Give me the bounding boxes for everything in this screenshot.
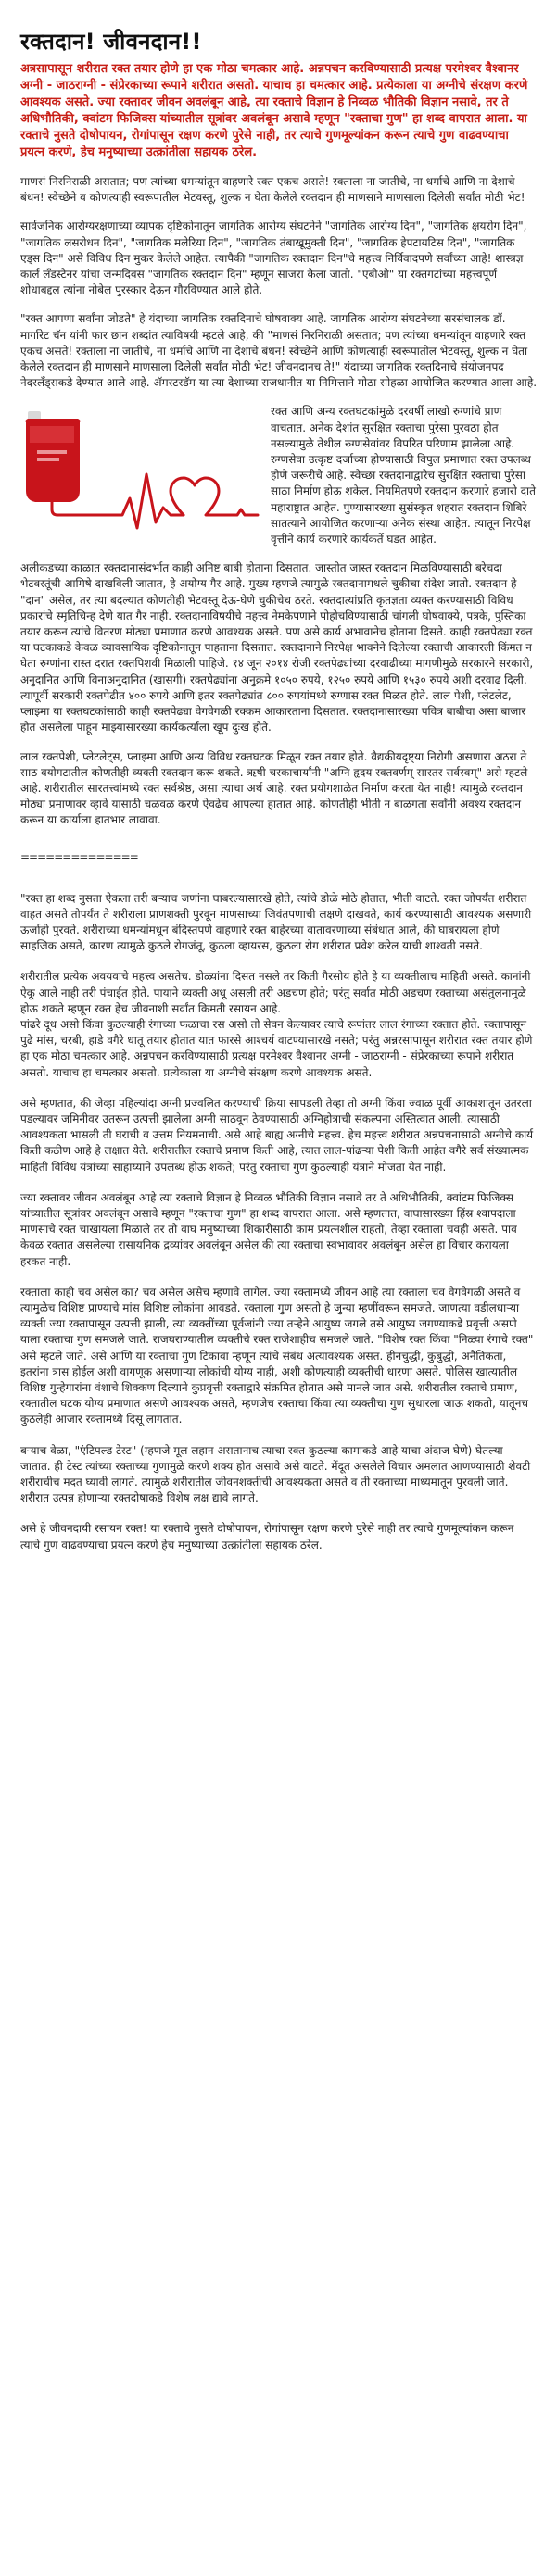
article-paragraph: असे म्हणतात, की जेव्हा पहिल्यांदा अग्नी प्रज्वलित करण्याची क्रिया सापडली तेव्हा तो अग्नी किंवा ज्वाळ पूर्वी आकाशातून उतरला पडल्यावर जमिनीवर उतरून उत्पत्ती झालेला अग्नी साठवून ठेवण्यासाठी अग्निहोत्राची संकल्पना अस्तित्वात आली. त्यासाठी आवश्यकता भासली ती घराची व उत्तम नियमनाची. असे आहे बाह्य अग्नीचे महत्त्व. हेच महत्त्व शरीरात अन्नपचनासाठी अग्नीचे कार्य किती कठीण आहे हे लक्षात येते. शरीरातील रक्ताचे प्रमाण किती आहे, त्यात लाल-पांढऱ्या पेशी किती आहेत वगैरे सर्व संख्यात्मक माहिती विविध यंत्रांच्या साहाय्याने उपलब्ध होऊ शकते; परंतु रक्ताचा गुण कुठल्याही यंत्राने मोजता येत नाही. <box>20 1096 534 1174</box>
article-paragraph: ज्या रक्तावर जीवन अवलंबून आहे त्या रक्ताचे विज्ञान हे निव्वळ भौतिकी विज्ञान नसावे तर ते अधिभौतिकी, क्वांटम फिजिक्स यांच्यातील सूत्रांवर अवलंबून असावे म्हणून "रक्ताचा गुण" हा शब्द वापरात आला. असे म्हणतात, वाघासारख्या हिंस्र श्वापदाला माणसाचे रक्त चाखायला मिळाले तर तो वाघ मनुष्याच्या शिकारीसाठी काम प्रयत्नशील राहतो, तेव्हा रक्ताला चवही असते. पाव केवळ रक्तात असलेल्या रासायनिक द्रव्यांवर अवलंबून असेल की त्या रक्ताचा स्वभावावर अवलंबून असेल हा विचार करायला हरकत नाही. <box>20 1190 517 1268</box>
article-paragraph: "रक्त आपणा सर्वांना जोडते" हे यंदाच्या जागतिक रक्तदिनाचे घोषवाक्य आहे. जागतिक आरोग्य संघटनेच्या सरसंचालक डॉ. मार्गारेट चॅन यांनी फार छान शब्दांत त्याविषयी म्हटले आहे, की "माणसं निरनिराळी असतात; पण त्यांच्या धमन्यांतून वाहणारे रक्त एकच असते! रक्ताला ना जातीचे, ना धर्माचे आणि ना देशाचे बंधन! स्वेच्छेने आणि कोणत्याही स्वरूपातील भेटवस्तू, शुल्क न घेता केलेले रक्तदान ही माणसाने माणसाला दिलेली सर्वांत मोठी भेट! जीवनदानच ते!" यंदाच्या जागतिक रक्तदिनाचे संयोजनपद नेदरलँड्सकडे देण्यात आले आहे. ॲमस्टरडॅम या त्या देशाच्या राजधानीत या निमित्ताने मोठा सोहळा आयोजित करण्यात आला आहे. <box>20 312 538 390</box>
article-intro: अत्रसापासून शरीरात रक्त तयार होणे हा एक मोठा चमत्कार आहे. अन्नपचन करविण्यासाठी प्रत्यक्ष परमेश्वर वैश्वानर अग्नी - जाठराग्नी - संप्रेरकाच्या रूपाने शरीरात असतो. याचाच हा चमत्कार आहे. प्रत्येकाला या अग्नीचे संरक्षण करणे आवश्यक असते. ज्या रक्तावर जीवन अवलंबून आहे, त्या रक्ताचे विज्ञान हे निव्वळ भौतिकी विज्ञान नसावे, तर ते अधिभौतिकी, क्वांटम फिजिक्स यांच्यातील सूत्रांवर अवलंबून असावे म्हणून "रक्ताचा गुण" हा शब्द वापरात आला. या रक्ताचे नुसते दोषोपायन, रोगांपासून रक्षण करणे पुरेसे नाही, तर त्याचे गुणमूल्यांकन करून त्याचे गुण वाढवण्याचा प्रयत्न करणे, हेच मनुष्याच्या उत्क्रांतीला सहायक ठरेल. <box>20 62 528 159</box>
blood-donation-illustration <box>20 406 261 535</box>
blood-bag-icon <box>25 411 80 515</box>
page-title: रक्तदान! जीवनदान!! <box>20 29 202 55</box>
article-paragraph: रक्त आणि अन्य रक्तघटकांमुळे दरवर्षी लाखो रुग्णांचे प्राण वाचतात. अनेक देशांत सुरक्षित रक्ताचा पुरेसा पुरवठा होत नसल्यामुळे तेथील रुग्णसेवांवर विपरित परिणाम झालेला आहे. रुग्णसेवा उत्कृष्ट दर्जाच्या होण्यासाठी विपुल प्रमाणात रक्त उपलब्ध होणे जरूरीचे आहे. स्वेच्छा रक्तदानाद्वारेच सुरक्षित रक्ताचा पुरेसा साठा निर्माण होऊ शकेल. नियमितपणे रक्तदान करणारे हजारो दाते महाराष्ट्रात आहेत. पुण्यासारख्या सुसंस्कृत शहरात रक्तदान शिबिरे सातत्याने आयोजित करणाऱ्या अनेक संस्था आहेत. त्यातून निरपेक्ष वृत्तीने कार्य करणारे कार्यकर्ते घडत आहेत. <box>271 405 536 547</box>
article-paragraph: "रक्त हा शब्द नुसता ऐकला तरी बऱ्याच जणांना घाबरल्यासारखे होते, त्यांचे डोळे मोठे होतात, भीती वाटते. रक्त जोपर्यंत शरीरात वाहत असते तोपर्यंत ते शरीराला प्राणशक्ती पुरवून माणसाच्या जिवंतपणाची लक्षणे दाखवते, कार्य करण्यासाठी आवश्यक असणारी ऊर्जाही पुरवते. शरीराच्या धमन्यांमधून बंदिस्तपणे वाहणारे रक्त बाहेरच्या वातावरणाच्या संबंधात आले, की घाबरायला होणे साहजिक असते, कारण त्यामुळे कुठले रोगजंतू, कुठला व्हायरस, कुठला रोग शरीरात प्रवेश करेल याची शाश्वती नसते. <box>20 891 532 953</box>
article-paragraph: असे हे जीवनदायी रसायन रक्त! या रक्ताचे नुसते दोषोपायन, रोगांपासून रक्षण करणे पुरेसे नाही तर त्याचे गुणमूल्यांकन करून त्याचे गुण वाढवण्याचा प्रयत्न करणे हेच मनुष्याच्या उत्क्रांतीला सहायक ठरेल. <box>20 1522 514 1552</box>
blood-bag-heartbeat-image <box>20 406 261 535</box>
section-separator: ============== <box>20 849 138 863</box>
article-paragraph: बऱ्याच वेळा, "एंटिपल्ड टेस्ट" (म्हणजे मूल लहान असतानाच त्याचा रक्त कुठल्या कामाकडे आहे याचा अंदाज घेणे) घेतल्या जातात. ही टेस्ट त्यांच्या रक्ताच्या गुणामुळे करणे शक्य होत असावे असे वाटते. मेंदूत असलेले विचार अमलात आणण्यासाठी शेवटी शरीराचीच मदत घ्यावी लागते. त्यामुळे शरीरातील जीवनशक्तीची आवश्यकता असते व ती रक्ताच्या माध्यमातून पुरवली जाते. शरीरात उत्पन्न होणाऱ्या रक्तदोषाकडे विशेष लक्ष द्यावे लागते. <box>20 1443 531 1505</box>
article-paragraph: लाल रक्तपेशी, प्लेटलेट्स, प्लाझ्मा आणि अन्य विविध रक्तघटक मिळून रक्त तयार होते. वैद्यकीयदृष्ट्या निरोगी असणारा अठरा ते साठ वयोगटातील कोणतीही व्यक्ती रक्तदान करू शकते. ऋषी चरकाचार्यांनी "अग्नि हृदय रक्तवर्णम् सारतर सर्वस्वम्" असे म्हटले आहे. शरीरातील सारतत्त्वांमध्ये रक्त सर्वश्रेष्ठ, असा त्याचा अर्थ आहे. रक्त प्रयोगशाळेत निर्माण करता येत नाही! त्यामुळे रक्तदान मोठ्या प्रमाणावर व्हावे यासाठी चळवळ करणे ऐवढेच आपल्या हातात आहे. कोणतीही भीती न बाळगता सर्वांनी अवश्य रक्तदान करून या कार्याला हातभार लावावा. <box>20 749 528 827</box>
article-paragraph: शरीरातील प्रत्येक अवयवाचे महत्त्व असतेच. डोळ्यांना दिसत नसले तर किती गैरसोय होते हे या व्यक्तीलाच माहिती असते. कानांनी ऐकू आले नाही तरी पंचाईत होते. पायाने व्यक्ती अधू असली तरी अडचण होते; परंतु सर्वात मोठी अडचण रक्ताच्या असंतुलनामुळे होऊ शकते म्हणून रक्त हेच जीवनाशी सर्वांत किमती रसायन आहे. पांढरे दूध असो किंवा कुठल्याही रंगाच्या फळाचा रस असो तो सेवन केल्यावर त्याचे रूपांतर लाल रंगाच्या रक्तात होते. रक्तापासून पुढे मांस, चरबी, हाडे वगैरे धातू तयार होतात यात फारसे आश्चर्य वाटण्यासारखे नसते; परंतु अन्नरसापासून शरीरात रक्त तयार होणे हा एक मोठा चमत्कार आहे. अन्नपचन करविण्यासाठी प्रत्यक्ष परमेश्वर वैश्वानर अग्नी - जाठराग्नी - संप्रेरकाच्या रूपाने शरीरात असतो. याचाच हा चमत्कार असतो. प्रत्येकाला या अग्नीचे संरक्षण करणे आवश्यक असते. <box>20 970 533 1079</box>
article-paragraph: अलीकडच्या काळात रक्तदानासंदर्भात काही अनिष्ट बाबी होताना दिसतात. जास्तीत जास्त रक्तदान मिळविण्यासाठी बरेचदा भेटवस्तूंची आमिषे दाखविली जातात, हे अयोग्य गैर आहे. मुख्य म्हणजे त्यामुळे रक्तदानामधले चुकीचा संदेश जातो. रक्तदान हे "दान" असेल, तर त्या बदल्यात कोणतीही भेटवस्तू देऊ-घेणे चुकीचेच ठरते. रक्तदात्यांप्रति कृतज्ञता व्यक्त करण्यासाठी विविध प्रकारांचे स्मृतिचिन्ह देणे यात गैर नाही. रक्तदानाविषयीचे महत्त्व नेमकेपणाने पोहोचविण्यासाठी चांगली घोषवाक्ये, पत्रके, पुस्तिका तयार करून त्यांचे वितरण मोठ्या प्रमाणात करणे आवश्यक असते. पण असे कार्य अभावानेच होताना दिसते. काही रक्तपेढ्या रक्त या घटकाकडे केवळ व्यावसायिक दृष्टिकोनातून पाहताना दिसतात. रक्तदानाने निरपेक्ष भावनेने दिलेल्या रक्ताची आकारली किंमत न घेता रुग्णांना रास्त दरात रक्तपिशवी मिळाली पाहिजे. १४ जून २०१४ रोजी रक्तपेढ्यांच्या दरवाढीच्या मागणीमुळे सरकारने सरकारी, अनुदानित आणि विनाअनुदानित (खासगी) रक्तपेढ्यांना अनुक्रमे १०५० रुपये, १२५० रुपये आणि १५३० रुपये अशी दरवाढ दिली. त्यापूर्वी सरकारी रक्तपेढीत ४०० रुपये आणि इतर रक्तपेढ्यांत ८०० रुपयांमध्ये रुग्णास रक्त मिळत होते. लाल पेशी, प्लेटलेट, प्लाझ्मा या रक्तघटकांसाठी काही रक्तपेढ्या वेगवेगळी रक्कम आकारताना दिसतात. रक्तदानासारख्या पवित्र बाबीचा असा बाजार होत असलेला पाहून माझ्यासारख्या कार्यकर्त्याला खूप दुःख होते. <box>20 561 534 735</box>
article-paragraph: माणसं निरनिराळी असतात; पण त्यांच्या धमन्यांतून वाहणारे रक्त एकच असते! रक्ताला ना जातीचे, ना धर्माचे आणि ना देशाचे बंधन! स्वेच्छेने व कोणत्याही स्वरूपातील भेटवस्तू, शुल्क न घेता केलेले रक्तदान ही माणसाने माणसाला दिलेली सर्वांत मोठी भेट! <box>20 175 525 205</box>
article-paragraph: सार्वजनिक आरोग्यरक्षणाच्या व्यापक दृष्टिकोनातून जागतिक आरोग्य संघटनेने "जागतिक आरोग्य दिन", "जागतिक क्षयरोग दिन", "जागतिक लसरोधन दिन", "जागतिक मलेरिया दिन", "जागतिक तंबाखूमुक्ती दिन", "जागतिक हेपटायटिस दिन", "जागतिक एड्स दिन" असे विविध दिन मुकर केलेले आहेत. त्यापैकी "जागतिक रक्तदान दिन"चे महत्त्व निर्विवादपणे सर्वांच्या आहे! शास्त्रज्ञ कार्ल लँडस्टेनर यांचा जन्मदिवस "जागतिक रक्तदान दिन" म्हणून साजरा केला जातो. "एबीओ" या रक्तगटांच्या महत्त्वपूर्ण शोधाबद्दल त्यांना नोबेल पुरस्कार देऊन गौरविण्यात आले होते. <box>20 220 527 297</box>
article-paragraph: रक्ताला काही चव असेल का? चव असेल असेच म्हणावे लागेल. ज्या रक्तामध्ये जीवन आहे त्या रक्ताला चव वेगवेगळी असते व त्यामुळेच विशिष्ट प्राण्याचे मांस विशिष्ट लोकांना आवडते. रक्ताला गुण असतो हे जुन्या म्हणींवरून समजते. जाणत्या वडीलधाऱ्या व्यक्ती ज्या रक्तापासून उत्पत्ती झाली, त्या व्यक्तींच्या पूर्वजांनी ज्या तऱ्हेने आयुष्य जगले तसे आयुष्य जगण्याकडे प्रवृत्ती असणे याला रक्ताचा गुण समजले जाते. राजघराण्यातील व्यक्तीचे रक्त राजेशाहीच समजले जाते. "विशेष रक्त किंवा "निळ्या रंगाचे रक्त" असे म्हटले जाते. असे आणि या रक्ताचा गुण टिकावा म्हणून त्यांचे संबंध अत्यावश्यक असत. हीनचुद्धी, कुबुद्धी, अनैतिकता, इतरांना त्रास होईल अशी वागणूक असणाऱ्या लोकांची योग्य नाही, अशी कोणत्याही व्यक्तीची धारणा असते. पोलिस खात्यातील विशिष्ट गुन्हेगारांना वंशाचे शिक्कण दिल्याने कुप्रवृत्ती रक्ताद्वारे संक्रमित होतात असे मानले जात असे. शरीरातील रक्ताचे प्रमाण, रक्तातील घटक योग्य प्रमाणात असणे आवश्यक असते, म्हणजेच रक्ताचा किंवा त्या व्यक्तीचा गुण सुधारला जाऊ शकतो, यातूनच कुठलेही आजार रक्तामध्ये दिसू लागतात. <box>20 1285 534 1426</box>
figure-section <box>20 404 537 560</box>
